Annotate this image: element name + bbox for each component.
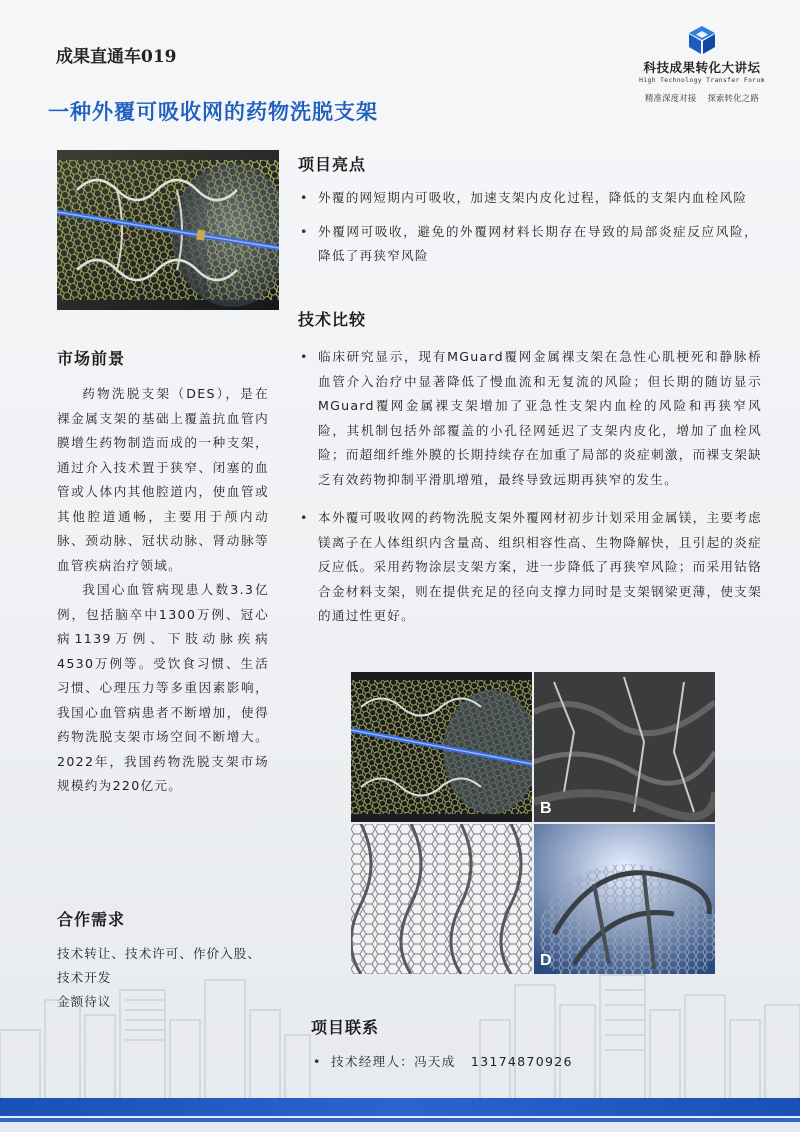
market-heading: 市场前景 [57, 349, 126, 368]
stent-figure-b [534, 672, 715, 822]
stent-figure-a [351, 672, 532, 822]
comparison-list [298, 345, 762, 643]
series-number: 成果直通车019 [56, 47, 177, 67]
stent-figure-grid [351, 672, 715, 975]
forum-name: 科技成果转化大讲坛 [643, 60, 761, 75]
contact-heading: 项目联系 [311, 1018, 380, 1037]
panel-label-d: D [540, 952, 552, 969]
contact-list [311, 1050, 771, 1075]
city-skyline-decoration [0, 960, 800, 1100]
market-paragraph-1: 药物洗脱支架（DES），是在裸金属支架的基础上覆盖抗血管内膜增生药物制造而成的一种支架，通过介入技术置于狭窄、闭塞的血管或人体内其他腔道内，使血管或其他腔道通畅，主要用于颅内动脉、颈动脉、冠状动脉、肾动脉等血管疾病治疗领域。 [57, 386, 269, 573]
contact-person: 技术经理人：冯天成 [331, 1054, 456, 1069]
forum-english-name: High Technology Transfer Forum [639, 77, 765, 84]
footer-bar [0, 1098, 800, 1116]
stent-photo [57, 150, 279, 310]
stent-figure-b-image [534, 672, 715, 822]
cooperation-heading: 合作需求 [57, 910, 126, 929]
contact-item [311, 1050, 771, 1075]
contact-phone: 13174870926 [470, 1054, 573, 1069]
panel-label-b: B [540, 800, 552, 817]
highlights-list [298, 186, 758, 278]
comparison-heading: 技术比较 [298, 310, 367, 329]
market-paragraph-2: 我国心血管病现患人数3.3亿例，包括脑卒中1300万例、冠心病1139万例、下肢动脉疾病4530万例等。受饮食习惯、生活习惯、心理压力等多重因素影响，我国心血管病患者不断增加，使得药物洗脱支架市场空间不断增大。2022年，我国药物洗脱支架市场规模约为220亿元。 [57, 582, 269, 793]
stent-figure-c [351, 824, 532, 974]
comparison-item: • 本外覆可吸收网的药物洗脱支架外覆网材初步计划采用金属镁，主要考虑镁离子在人体组织内含量高、组织相容性高、生物降解快，且引起的炎症反应低。采用药物涂层支架方案，进一步降低了再狭窄风险；而采用钴铬合金材料支架，则在提供充足的径向支撑力同时是支架钢梁更薄，使支架的通过性更好。 [298, 506, 762, 629]
highlights-heading: 项目亮点 [298, 155, 367, 174]
cooperation-line-1: 技术转让、技术许可、作价入股、技术开发 [57, 946, 261, 985]
cooperation-line-2: 金额待议 [57, 994, 112, 1009]
left-image-container [57, 150, 279, 310]
forum-logo [632, 24, 772, 104]
stent-figure-d-image [534, 824, 715, 974]
document-title: 一种外覆可吸收网的药物洗脱支架 [48, 100, 378, 124]
comparison-item: • 临床研究显示，现有MGuard覆网金属裸支架在急性心肌梗死和静脉桥血管介入治疗中显著降低了慢血流和无复流的风险；但长期的随访显示MGuard覆网金属裸支架增加了亚急性支架内血栓的风险和再狭窄风险，其机制包括外部覆盖的小孔径网延迟了支架内皮化，增加了血栓风险；而超细纤维外膜的长期持续存在加重了局部的炎症刺激，而裸支架缺乏有效药物抑制平滑肌增殖，最终导致远期再狭窄的发生。 [298, 345, 762, 492]
market-body [57, 382, 269, 799]
highlight-item: • 外覆网可吸收，避免的外覆网材料长期存在导致的局部炎症反应风险，降低了再狭窄风险 [298, 220, 758, 269]
stent-figure-d [534, 824, 715, 974]
footer-line [0, 1118, 800, 1122]
cube-logo-icon [686, 24, 718, 56]
forum-slogan: 精准深度对接 探索转化之路 [644, 93, 760, 103]
highlight-item: • 外覆的网短期内可吸收，加速支架内皮化过程，降低的支架内血栓风险 [298, 186, 758, 211]
